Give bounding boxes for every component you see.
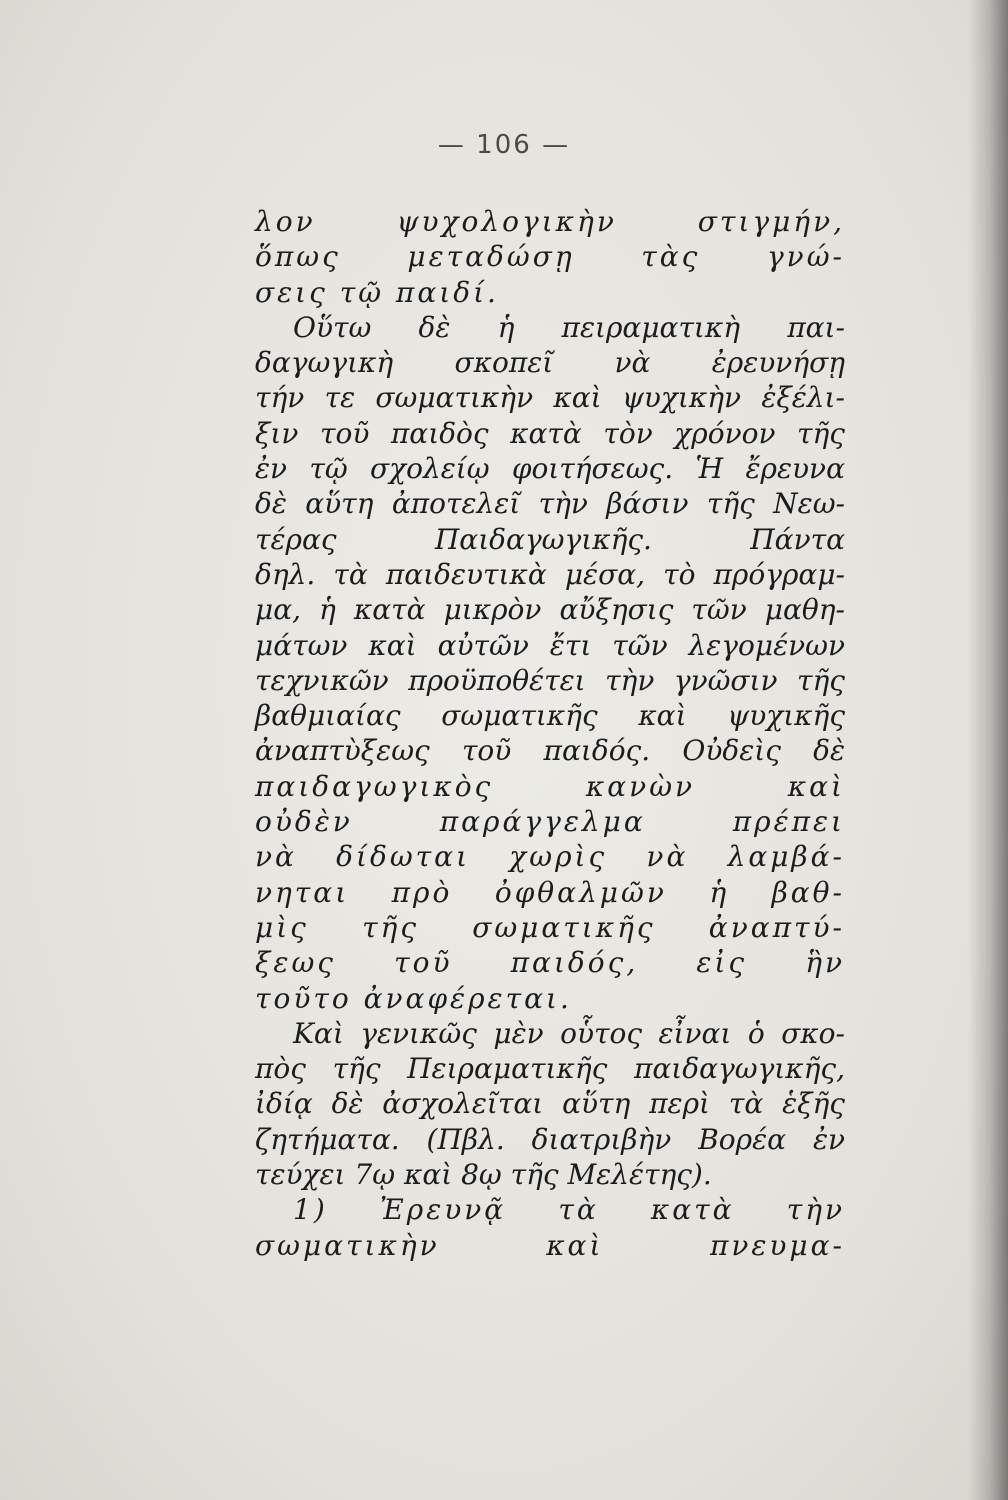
text-line: βαθμιαίας σωματικῆς καὶ ψυχικῆς xyxy=(255,699,845,733)
body-text xyxy=(255,204,845,1263)
text-line: σεις τῷ παιδί. xyxy=(255,275,499,309)
text-line: νὰ δίδωται χωρὶς νὰ λαμβά- xyxy=(255,840,845,874)
text-line: Οὕτω δὲ ἡ πειραματικὴ παι- xyxy=(293,310,845,344)
text-line: μα, ἡ κατὰ μικρὸν αὔξησις τῶν μαθη- xyxy=(255,593,845,627)
text-line: ἐν τῷ σχολείῳ φοιτήσεως. Ἡ ἔρευνα xyxy=(255,452,845,486)
text-line: τεύχει 7ῳ καὶ 8ῳ τῆς Μελέτης). xyxy=(255,1158,712,1192)
text-line: τέρας Παιδαγωγικῆς. Πάντα xyxy=(255,522,845,556)
page-gutter-shadow xyxy=(968,0,1008,1500)
text-line: πὸς τῆς Πειραματικῆς παιδαγωγικῆς, xyxy=(255,1052,845,1086)
text-line: δὲ αὕτη ἀποτελεῖ τὴν βάσιν τῆς Νεω- xyxy=(255,487,845,521)
text-line: ἀναπτὺξεως τοῦ παιδός. Οὐδεὶς δὲ xyxy=(255,734,845,768)
text-line: παιδαγωγικὸς κανὼν καὶ xyxy=(255,769,845,803)
text-line: δαγωγικὴ σκοπεῖ νὰ ἐρευνήσῃ xyxy=(255,346,845,380)
text-line: τοῦτο ἀναφέρεται. xyxy=(255,981,572,1015)
text-line: τεχνικῶν προϋποθέτει τὴν γνῶσιν τῆς xyxy=(255,663,845,697)
text-line: 1) Ἐρευνᾷ τὰ κατὰ τὴν xyxy=(293,1193,845,1227)
text-line: οὐδὲν παράγγελμα πρέπει xyxy=(255,805,845,839)
text-line: Καὶ γενικῶς μὲν οὗτος εἶναι ὁ σκο- xyxy=(293,1016,845,1050)
text-line: μὶς τῆς σωματικῆς ἀναπτύ- xyxy=(255,910,845,944)
text-line: ἰδίᾳ δὲ ἀσχολεῖται αὕτη περὶ τὰ ἑξῆς xyxy=(255,1087,845,1121)
text-line: ὅπως μεταδώσῃ τὰς γνώ- xyxy=(255,240,845,274)
text-line: μάτων καὶ αὐτῶν ἔτι τῶν λεγομένων xyxy=(255,628,845,662)
text-line: δηλ. τὰ παιδευτικὰ μέσα, τὸ πρόγραμ- xyxy=(255,557,845,591)
text-line: ξιν τοῦ παιδὸς κατὰ τὸν χρόνον τῆς xyxy=(255,416,845,450)
page-number: — 106 — xyxy=(437,130,571,160)
text-line: λον ψυχολογικὴν στιγμήν, xyxy=(255,205,845,238)
text-line: σωματικὴν καὶ πνευμα- xyxy=(255,1228,845,1262)
text-line: ξεως τοῦ παιδός, εἰς ἣν xyxy=(255,946,845,980)
text-line: τήν τε σωματικὴν καὶ ψυχικὴν ἐξέλι- xyxy=(255,381,845,415)
text-line: ζητήματα. (Πβλ. διατριβὴν Βορέα ἐν xyxy=(255,1122,845,1156)
text-line: νηται πρὸ ὀφθαλμῶν ἡ βαθ- xyxy=(255,875,845,909)
